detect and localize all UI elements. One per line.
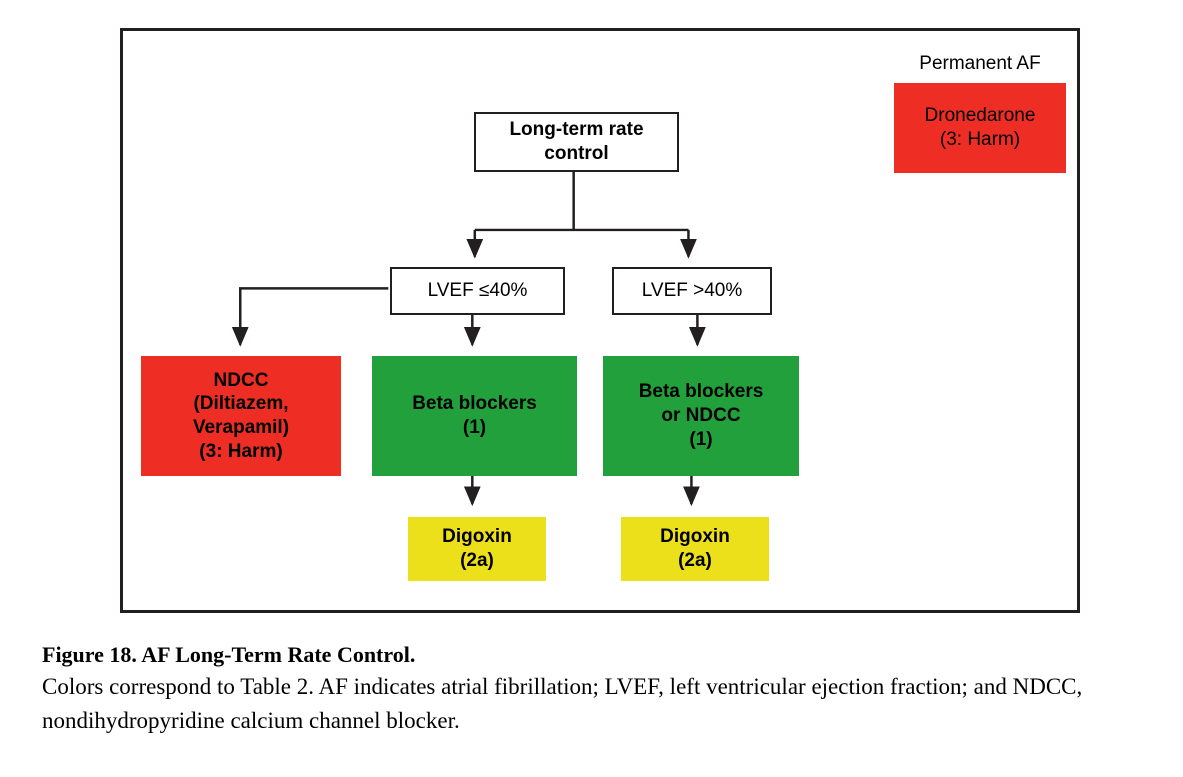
node-beta-blockers-line2: (1) [462,417,487,438]
node-dronedarone [894,83,1066,173]
node-lvef-low [390,267,565,315]
node-beta-or-ndcc-line1: Beta blockers [638,381,764,403]
node-beta-blockers [372,356,577,476]
node-root-line1: Long-term rate [509,119,644,141]
permanent-af-text: Permanent AF [919,53,1041,74]
node-ndcc-line4: (3: Harm) [199,440,283,462]
node-ndcc-line3: Verapamil) [192,417,290,438]
figure-caption-body: Colors correspond to Table 2. AF indicates atrial fibrillation; LVEF, left ventricular ejection fraction; and NDCC, nondihydropyridine calcium channel blocker. [42,673,1083,734]
node-lvef-high [612,267,772,315]
node-digoxin-right-line2: (2a) [678,550,712,571]
node-digoxin-right-line1: Digoxin [660,526,730,548]
node-lvef-high-label: LVEF >40% [641,280,743,302]
node-lvef-low-label: LVEF ≤40% [427,280,528,302]
node-ndcc-line2: (Diltiazem, [193,393,289,415]
node-ndcc [141,356,341,476]
node-beta-blockers-line1: Beta blockers [412,393,537,415]
node-beta-or-ndcc-line2: or NDCC [661,405,741,427]
node-digoxin-left-line1: Digoxin [442,526,512,548]
permanent-af-label [894,53,1066,75]
node-digoxin-left [408,517,546,581]
node-beta-blockers-or-ndcc [603,356,799,476]
figure-frame [120,28,1080,613]
node-dronedarone-line1: Dronedarone [924,105,1036,127]
node-root-line2: control [544,143,609,164]
node-digoxin-left-line2: (2a) [460,550,494,571]
figure-caption-title: Figure 18. AF Long-Term Rate Control. [42,642,416,667]
node-beta-or-ndcc-line3: (1) [689,428,713,450]
node-digoxin-right [621,517,769,581]
node-dronedarone-line2: (3: Harm) [939,129,1021,150]
figure-caption [42,640,1152,739]
node-long-term-rate-control [474,112,679,172]
node-ndcc-line1: NDCC [213,369,269,391]
